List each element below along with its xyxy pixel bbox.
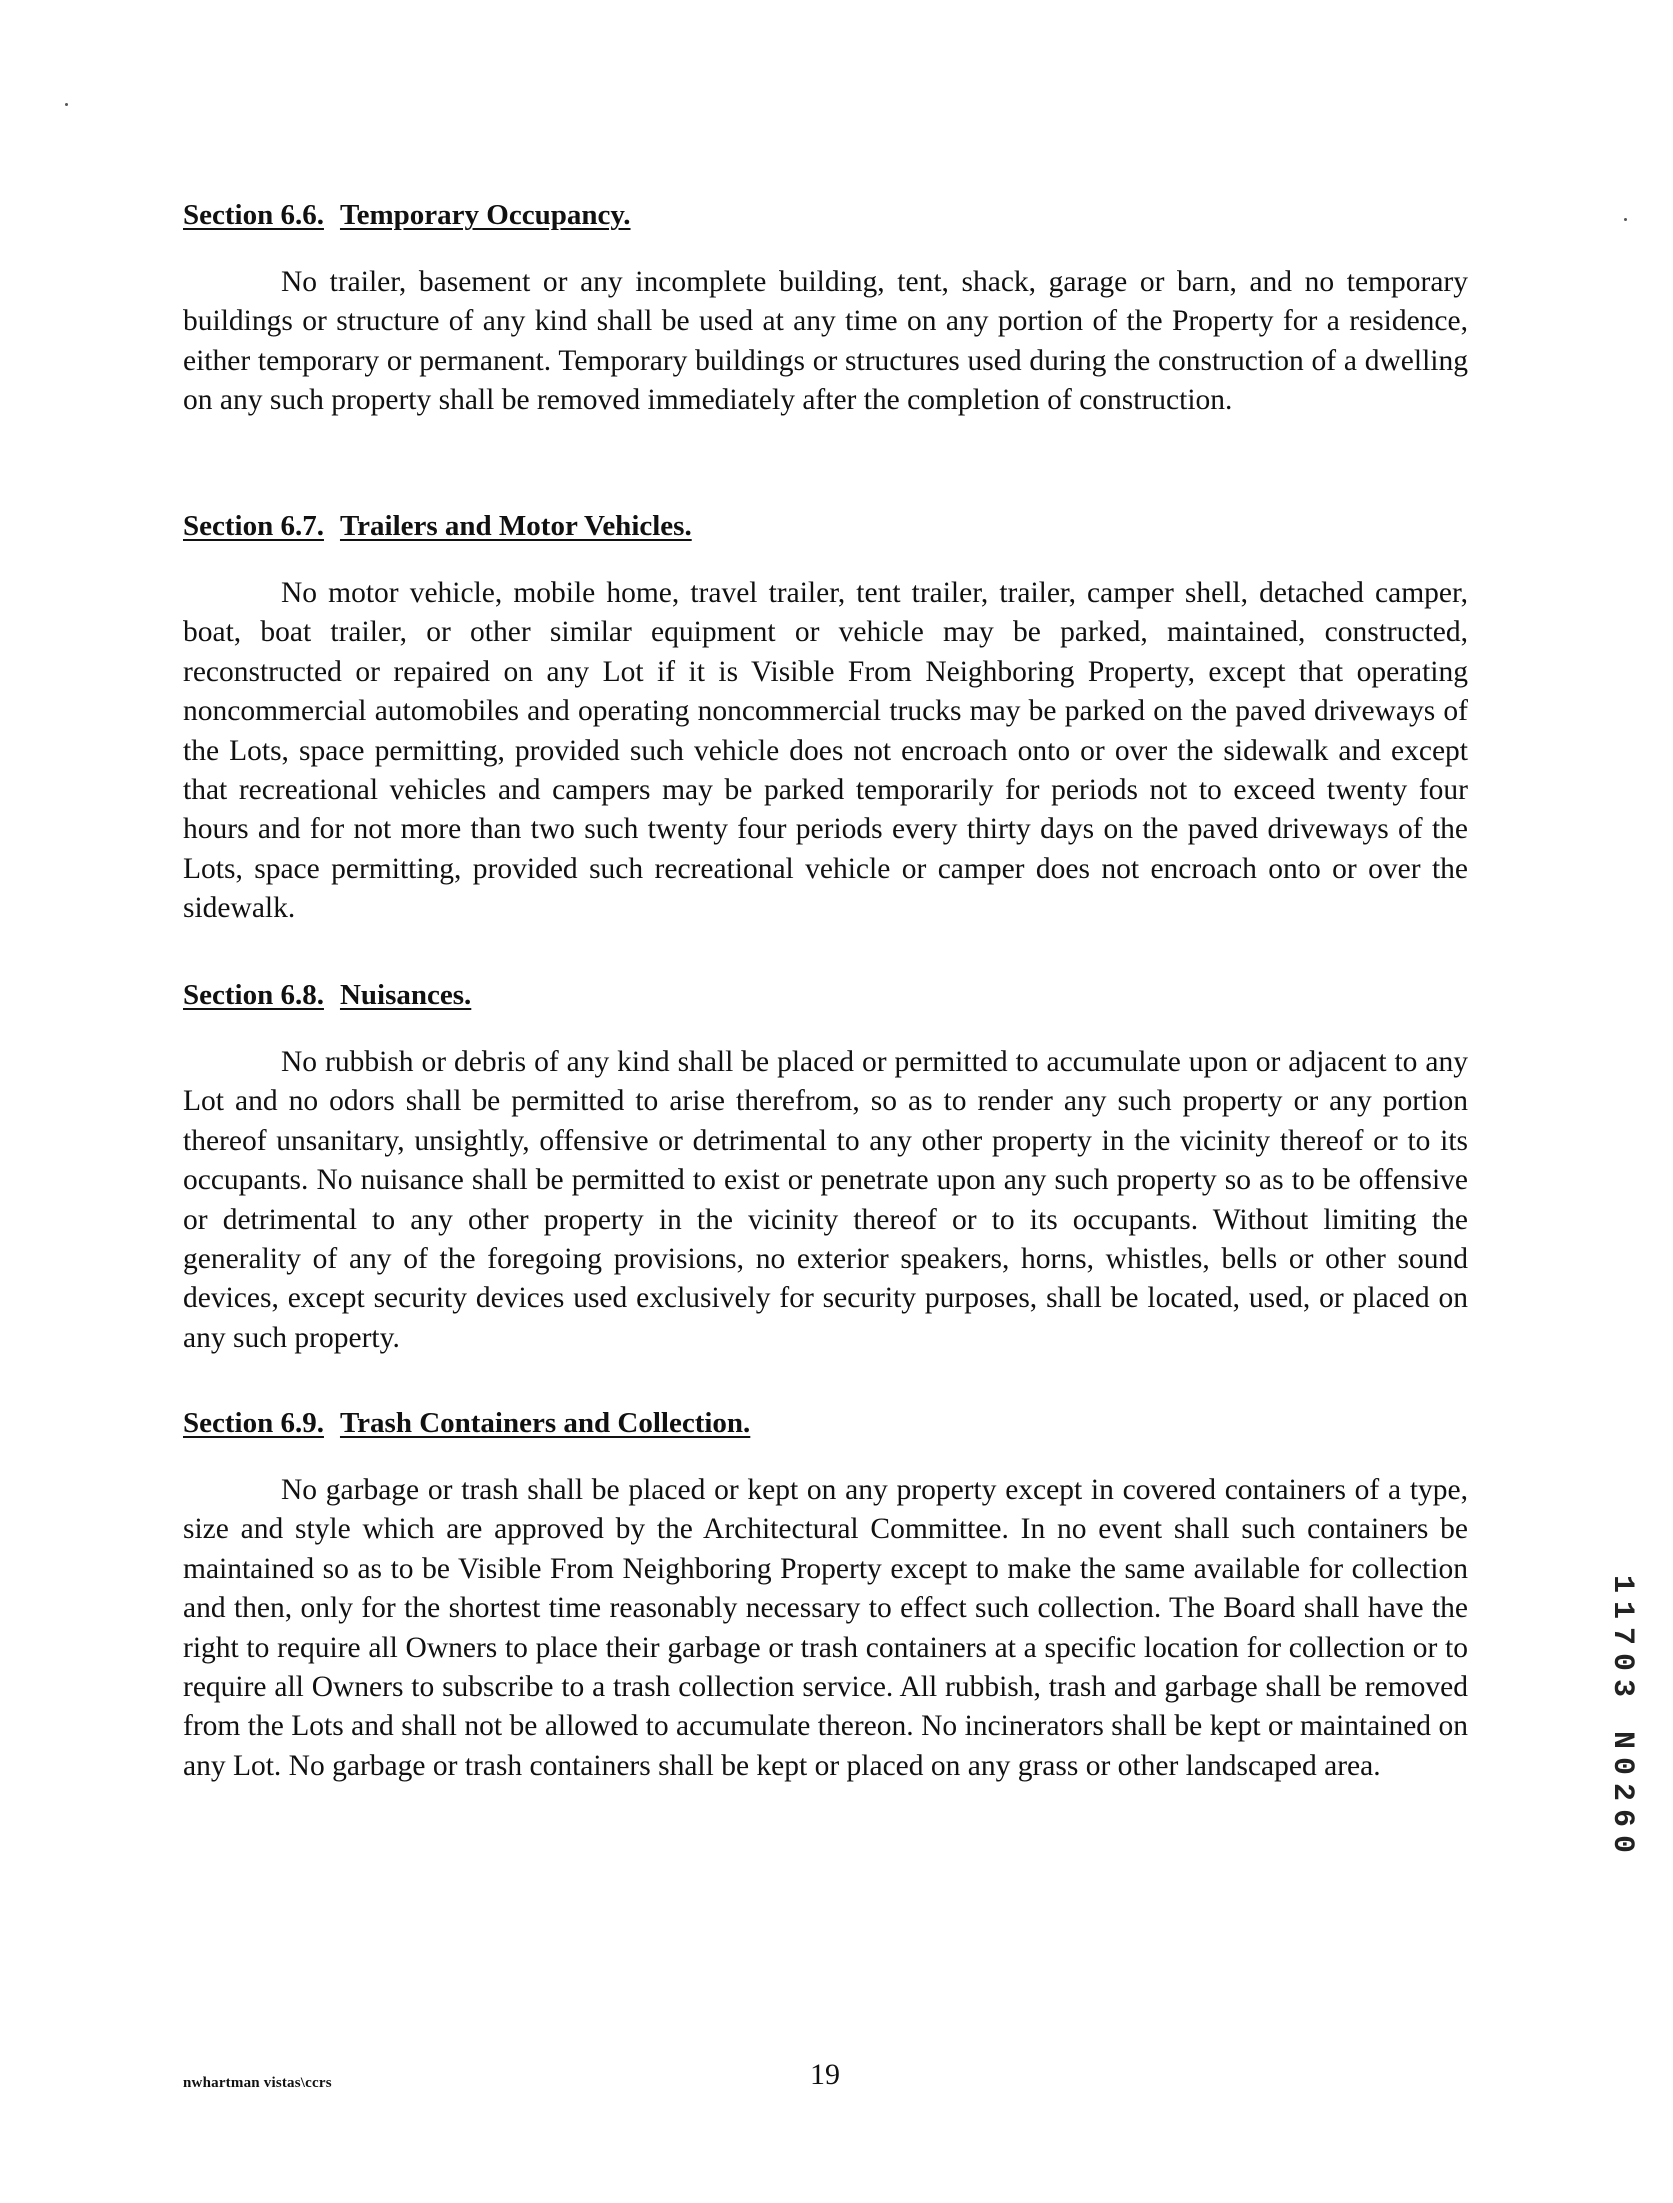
section-title: Trailers and Motor Vehicles. bbox=[339, 510, 692, 542]
section-6-6 bbox=[183, 195, 1468, 421]
section-title: Trash Containers and Collection. bbox=[339, 1407, 751, 1439]
section-number: Section 6.9. bbox=[183, 1407, 324, 1439]
section-6-7 bbox=[183, 506, 1468, 929]
margin-stamp-text: 11703 N0260 bbox=[1605, 1575, 1639, 1862]
section-number: Section 6.7. bbox=[183, 510, 324, 542]
page-number: 19 bbox=[810, 2058, 840, 2091]
section-number: Section 6.8. bbox=[183, 979, 324, 1011]
section-heading bbox=[183, 506, 1468, 546]
scan-speck bbox=[65, 103, 68, 106]
scan-speck bbox=[1624, 218, 1627, 221]
section-body: No motor vehicle, mobile home, travel trailer, tent trailer, trailer, camper shell, detached camper, boat, boat trailer, or other similar equipment or vehicle may be parked, maintained, constructed, reconstructed or repaired on any Lot if it is Visible From Neighboring Property, except that operating noncommercial automobiles and operating noncommercial trucks may be parked on the paved driveways of the Lots, space permitting, provided such vehicle does not encroach onto or over the sidewalk and except that recreational vehicles and campers may be parked temporarily for periods not to exceed twenty four hours and for not more than two such twenty four periods every thirty days on the paved driveways of the Lots, space permitting, provided such recreational vehicle or camper does not encroach onto or over the sidewalk. bbox=[183, 577, 1468, 925]
section-title: Nuisances. bbox=[339, 979, 472, 1011]
section-body: No garbage or trash shall be placed or kept on any property except in covered containers of a type, size and style which are approved by the Architectural Committee. In no event shall such containers be maintained so as to be Visible From Neighboring Property except to make the same available for collection and then, only for the shortest time reasonably necessary to effect such collection. The Board shall have the right to require all Owners to place their garbage or trash containers at a specific location for collection or to require all Owners to subscribe to a trash collection service. All rubbish, trash and garbage shall be removed from the Lots and shall not be allowed to accumulate thereon. No incinerators shall be kept or maintained on any Lot. No garbage or trash containers shall be kept or placed on any grass or other landscaped area. bbox=[183, 1474, 1468, 1782]
section-6-9 bbox=[183, 1403, 1468, 1786]
section-title: Temporary Occupancy. bbox=[339, 199, 631, 231]
margin-recording-stamp bbox=[1602, 1575, 1642, 1885]
section-heading bbox=[183, 1403, 1468, 1443]
section-body: No trailer, basement or any incomplete building, tent, shack, garage or barn, and no temporary buildings or structure of any kind shall be used at any time on any portion of the Property for a residence, either temporary or permanent. Temporary buildings or structures used during the construction of a dwelling on any such property shall be removed immediately after the completion of construction. bbox=[183, 266, 1468, 417]
section-body: No rubbish or debris of any kind shall be placed or permitted to accumulate upon or adjacent to any Lot and no odors shall be permitted to arise therefrom, so as to render any such property or any portion thereof unsanitary, unsightly, offensive or detrimental to any other property in the vicinity thereof or to its occupants. No nuisance shall be permitted to exist or penetrate upon any such property so as to be offensive or detrimental to any other property in the vicinity thereof or to its occupants. Without limiting the generality of any of the foregoing provisions, no exterior speakers, horns, whistles, bells or other sound devices, except security devices used exclusively for security purposes, shall be located, used, or placed on any such property. bbox=[183, 1046, 1468, 1354]
section-number: Section 6.6. bbox=[183, 199, 324, 231]
footer-file-path: nwhartman vistas\ccrs bbox=[183, 2075, 332, 2091]
section-heading bbox=[183, 975, 1468, 1015]
section-6-8 bbox=[183, 975, 1468, 1358]
section-heading bbox=[183, 195, 1468, 235]
